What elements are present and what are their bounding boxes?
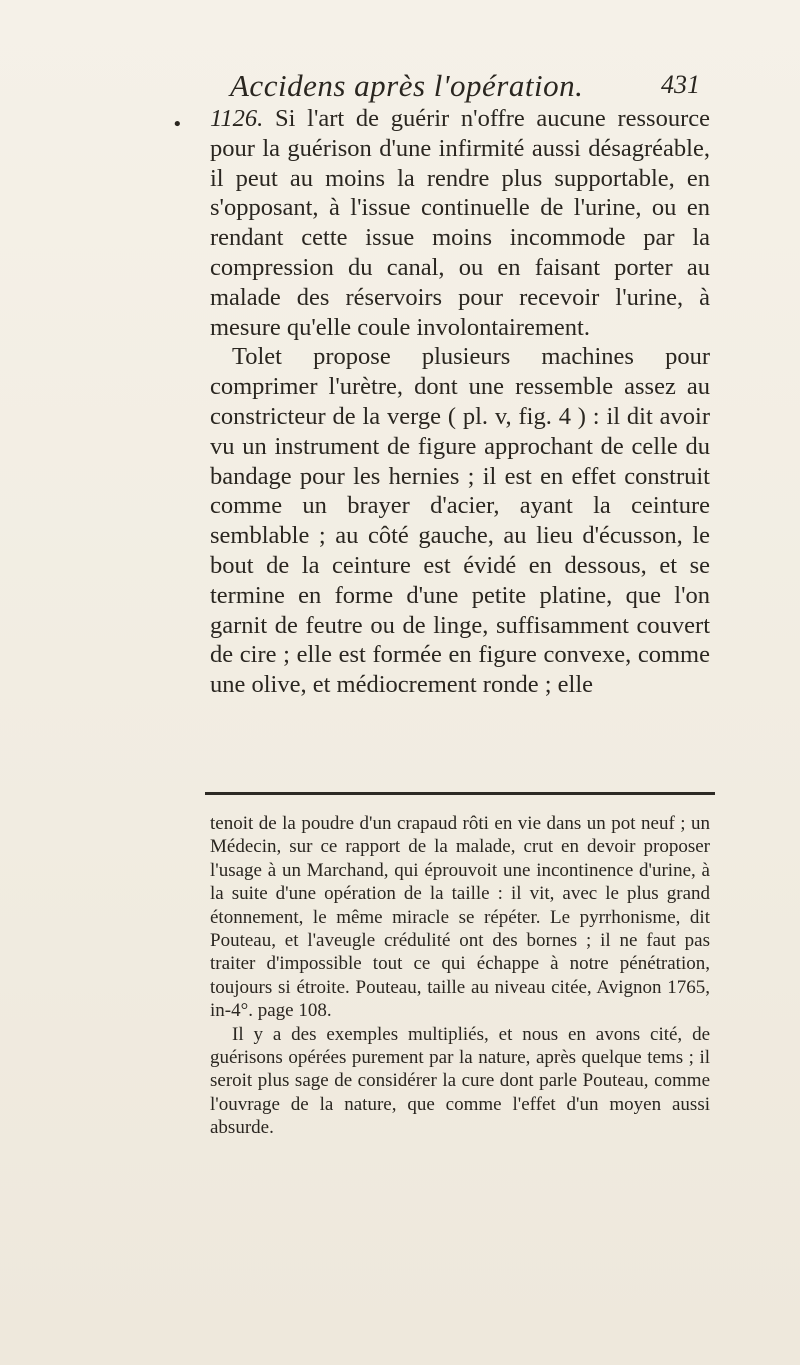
paragraph-1126-text: Si l'art de guérir n'offre aucune ressource pour la guérison d'une infirmité aussi désagréable, il peut au moins la rendre plus supportable, en s'opposant, à l'issue continuelle de l'urine, ou en rendant cette issue moins incommode par la compression du canal, ou en faisant porter au malade des réservoirs pour recevoir l'urine, à mesure qu'elle coule involontairement. [210,105,710,341]
footnote-paragraph-2: Il y a des exemples multipliés, et nous en avons cité, de guérisons opérées purement par la nature, après quelque tems ; il seroit plus sage de considérer la cure dont parle Pouteau, comme l'ouvrage de la nature, que comme l'effet d'un moyen aussi absurde. [210,1023,710,1139]
page-header [150,68,710,108]
paragraph-1126 [210,104,710,342]
margin-mark: • [172,114,183,135]
footnote-divider [205,792,715,795]
footnote-paragraph-1: tenoit de la poudre d'un crapaud rôti en vie dans un pot neuf ; un Médecin, sur ce rapport de la malade, crut en devoir proposer l'usage à un Marchand, qui éprouvoit une incontinence d'urine, à la suite d'une opération de la taille : il vit, avec le plus grand étonnement, le même miracle se répéter. Le pyrrhonisme, dit Pouteau, et l'aveugle crédulité ont des bornes ; il ne faut pas traiter d'impossible tout ce qui échappe à notre pénétration, toujours si étroite. Pouteau, taille au niveau citée, Avignon 1765, in-4°. page 108. [210,813,710,1022]
running-head: Accidens après l'opération. [230,68,584,103]
main-text [210,104,710,700]
page-number: 431 [661,70,700,99]
section-number: 1126. [210,105,264,132]
paragraph-tolet: Tolet propose plusieurs machines pour comprimer l'urètre, dont une ressemble assez au constricteur de la verge ( pl. v, fig. 4 ) : il dit avoir vu un instrument de figure approchant de celle du bandage pour les hernies ; il est en effet construit comme un brayer d'acier, ayant la ceinture semblable ; au côté gauche, au lieu d'écusson, le bout de la ceinture est évidé en dessous, et se termine en forme d'une petite platine, que l'on garnit de feutre ou de linge, suffisamment couvert de cire ; elle est formée en figure convexe, comme une olive, et médiocrement ronde ; elle [210,343,710,699]
footnote [210,812,710,1140]
